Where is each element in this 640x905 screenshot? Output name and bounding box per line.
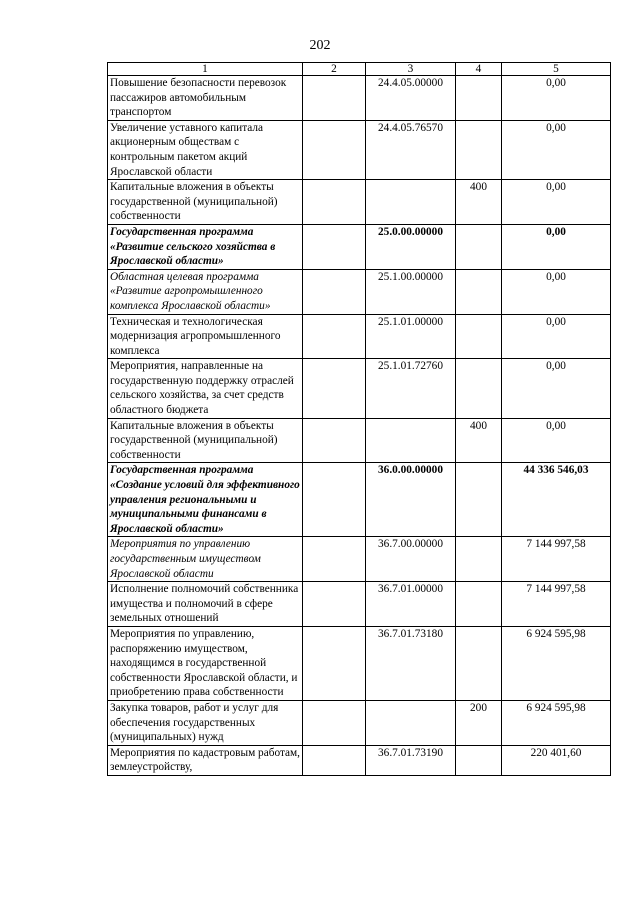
row-col2-cell	[303, 418, 366, 463]
row-col2-cell	[303, 745, 366, 775]
row-name-cell: Техническая и технологическая модернизация агропромышленного комплекса	[108, 314, 303, 359]
table-row	[108, 418, 611, 463]
row-type-cell	[456, 224, 502, 269]
row-name-cell: Мероприятия по управлению, распоряжению имуществом, находящимся в государственной собственности Ярославской области, и приобретению права собственности	[108, 626, 303, 700]
row-name-cell: Мероприятия, направленные на государственную поддержку отраслей сельского хозяйства, за счет средств областного бюджета	[108, 359, 303, 418]
row-amount-cell: 6 924 595,98	[502, 700, 611, 745]
budget-table	[107, 62, 611, 776]
row-amount-cell: 0,00	[502, 314, 611, 359]
row-amount-cell: 0,00	[502, 120, 611, 179]
row-type-cell: 200	[456, 700, 502, 745]
column-header-4: 4	[456, 63, 502, 76]
row-code-cell: 36.7.01.73190	[366, 745, 456, 775]
row-name-cell: Закупка товаров, работ и услуг для обеспечения государственных (муниципальных) нужд	[108, 700, 303, 745]
table-row	[108, 582, 611, 627]
row-code-cell: 24.4.05.76570	[366, 120, 456, 179]
row-name-cell: Областная целевая программа «Развитие агропромышленного комплекса Ярославской области»	[108, 269, 303, 314]
row-name-cell: Мероприятия по управлению государственным имуществом Ярославской области	[108, 537, 303, 582]
row-code-cell: 25.1.00.00000	[366, 269, 456, 314]
row-type-cell	[456, 537, 502, 582]
row-amount-cell: 220 401,60	[502, 745, 611, 775]
row-type-cell	[456, 582, 502, 627]
row-type-cell	[456, 359, 502, 418]
row-amount-cell: 0,00	[502, 269, 611, 314]
row-name-cell: Исполнение полномочий собственника имущества и полномочий в сфере земельных отношений	[108, 582, 303, 627]
row-type-cell: 400	[456, 418, 502, 463]
table-row	[108, 76, 611, 121]
row-col2-cell	[303, 269, 366, 314]
row-type-cell	[456, 120, 502, 179]
column-header-5: 5	[502, 63, 611, 76]
row-code-cell	[366, 700, 456, 745]
row-name-cell: Капитальные вложения в объекты государственной (муниципальной) собственности	[108, 180, 303, 225]
row-amount-cell: 0,00	[502, 180, 611, 225]
row-code-cell: 36.0.00.00000	[366, 463, 456, 537]
row-amount-cell: 0,00	[502, 359, 611, 418]
table-row	[108, 224, 611, 269]
row-type-cell	[456, 269, 502, 314]
row-col2-cell	[303, 582, 366, 627]
table-row	[108, 463, 611, 537]
table-row	[108, 700, 611, 745]
row-amount-cell: 7 144 997,58	[502, 582, 611, 627]
row-col2-cell	[303, 626, 366, 700]
row-name-cell: Капитальные вложения в объекты государственной (муниципальной) собственности	[108, 418, 303, 463]
row-code-cell: 25.1.01.72760	[366, 359, 456, 418]
table-row	[108, 745, 611, 775]
row-type-cell	[456, 314, 502, 359]
row-amount-cell: 0,00	[502, 76, 611, 121]
header-row	[108, 63, 611, 76]
row-code-cell: 24.4.05.00000	[366, 76, 456, 121]
row-name-cell: Государственная программа «Развитие сельского хозяйства в Ярославской области»	[108, 224, 303, 269]
row-name-cell: Государственная программа «Создание условий для эффективного управления региональными и муниципальными финансами в Ярославской области»	[108, 463, 303, 537]
table-row	[108, 314, 611, 359]
row-type-cell	[456, 76, 502, 121]
row-amount-cell: 0,00	[502, 418, 611, 463]
row-type-cell: 400	[456, 180, 502, 225]
column-header-2: 2	[303, 63, 366, 76]
row-col2-cell	[303, 180, 366, 225]
row-col2-cell	[303, 224, 366, 269]
row-name-cell: Мероприятия по кадастровым работам, землеустройству,	[108, 745, 303, 775]
table-row	[108, 359, 611, 418]
table-row	[108, 269, 611, 314]
row-code-cell: 36.7.01.73180	[366, 626, 456, 700]
row-col2-cell	[303, 700, 366, 745]
row-col2-cell	[303, 314, 366, 359]
row-col2-cell	[303, 463, 366, 537]
row-col2-cell	[303, 120, 366, 179]
table-row	[108, 180, 611, 225]
table-row	[108, 537, 611, 582]
row-code-cell: 25.0.00.00000	[366, 224, 456, 269]
table-row	[108, 120, 611, 179]
row-type-cell	[456, 463, 502, 537]
column-header-1: 1	[108, 63, 303, 76]
row-type-cell	[456, 626, 502, 700]
row-code-cell	[366, 418, 456, 463]
row-col2-cell	[303, 537, 366, 582]
row-amount-cell: 6 924 595,98	[502, 626, 611, 700]
row-code-cell: 36.7.01.00000	[366, 582, 456, 627]
row-code-cell	[366, 180, 456, 225]
table-row	[108, 626, 611, 700]
row-code-cell: 36.7.00.00000	[366, 537, 456, 582]
row-amount-cell: 7 144 997,58	[502, 537, 611, 582]
row-type-cell	[456, 745, 502, 775]
column-header-3: 3	[366, 63, 456, 76]
row-code-cell: 25.1.01.00000	[366, 314, 456, 359]
row-amount-cell: 0,00	[502, 224, 611, 269]
row-name-cell: Повышение безопасности перевозок пассажиров автомобильным транспортом	[108, 76, 303, 121]
row-name-cell: Увеличение уставного капитала акционерным обществам с контрольным пакетом акций Ярославской области	[108, 120, 303, 179]
row-amount-cell: 44 336 546,03	[502, 463, 611, 537]
page-number: 202	[309, 38, 331, 53]
row-col2-cell	[303, 76, 366, 121]
row-col2-cell	[303, 359, 366, 418]
